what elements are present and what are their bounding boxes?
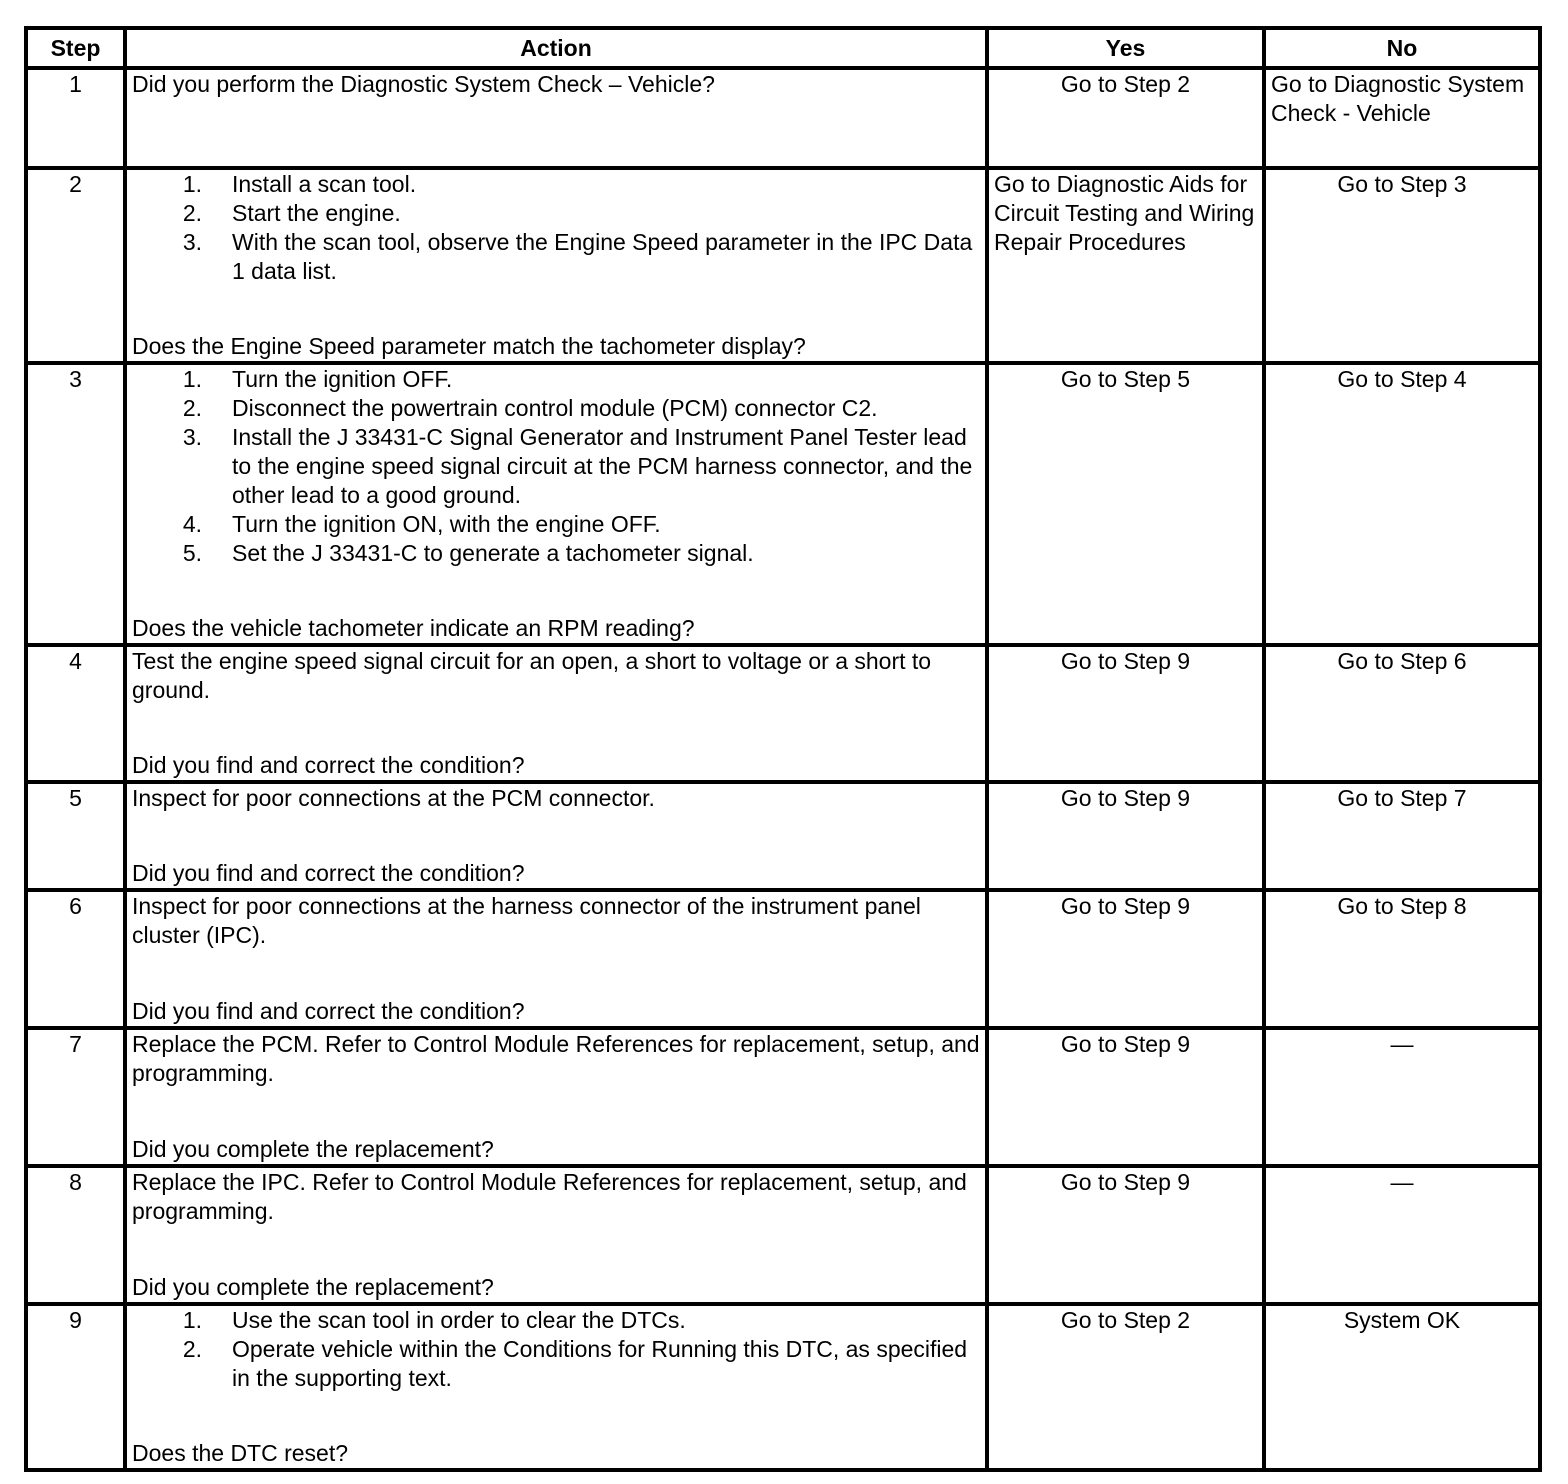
action-step-item: 2. Start the engine. xyxy=(182,200,401,226)
step-number: 7 xyxy=(26,1028,125,1166)
yes-cell: Go to Diagnostic Aids for Circuit Testing and Wiring Repair Procedures xyxy=(987,168,1264,363)
action-steps xyxy=(132,1306,980,1393)
action-cell xyxy=(125,363,987,645)
yes-cell: Go to Step 2 xyxy=(987,68,1264,168)
table-row xyxy=(26,1304,1540,1470)
action-step-item: 2. Disconnect the powertrain control module (PCM) connector C2. xyxy=(182,395,878,421)
action-cell xyxy=(125,1028,987,1166)
action-cell xyxy=(125,1166,987,1304)
header-yes: Yes xyxy=(987,28,1264,68)
no-cell: — xyxy=(1264,1166,1540,1304)
action-step-item: 4. Turn the ignition ON, with the engine OFF. xyxy=(182,511,661,537)
table-row xyxy=(26,1028,1540,1166)
action-question: Did you find and correct the condition? xyxy=(132,998,525,1024)
action-question: Does the DTC reset? xyxy=(132,1440,349,1466)
yes-cell: Go to Step 9 xyxy=(987,782,1264,890)
no-cell: Go to Step 3 xyxy=(1264,168,1540,363)
yes-cell: Go to Step 9 xyxy=(987,890,1264,1028)
table-row xyxy=(26,363,1540,645)
table-row xyxy=(26,890,1540,1028)
step-number: 1 xyxy=(26,68,125,168)
action-instruction: Replace the IPC. Refer to Control Module References for replacement, setup, and programming. xyxy=(132,1169,967,1224)
action-steps xyxy=(132,170,980,286)
diagnostic-table xyxy=(24,26,1542,1472)
table-row xyxy=(26,168,1540,363)
action-question: Did you find and correct the condition? xyxy=(132,752,525,778)
step-number: 2 xyxy=(26,168,125,363)
yes-cell: Go to Step 5 xyxy=(987,363,1264,645)
action-cell xyxy=(125,645,987,782)
no-cell: Go to Step 8 xyxy=(1264,890,1540,1028)
action-cell xyxy=(125,782,987,890)
action-instruction: Inspect for poor connections at the PCM connector. xyxy=(132,785,655,811)
step-number: 6 xyxy=(26,890,125,1028)
action-question: Does the Engine Speed parameter match the tachometer display? xyxy=(132,333,806,359)
step-number: 9 xyxy=(26,1304,125,1470)
table-row xyxy=(26,782,1540,890)
header-row xyxy=(26,28,1540,68)
table-row xyxy=(26,645,1540,782)
action-instruction: Replace the PCM. Refer to Control Module References for replacement, setup, and programming. xyxy=(132,1031,980,1086)
action-question: Did you complete the replacement? xyxy=(132,1274,494,1300)
table-row xyxy=(26,68,1540,168)
step-number: 8 xyxy=(26,1166,125,1304)
action-question: Did you find and correct the condition? xyxy=(132,860,525,886)
step-number: 4 xyxy=(26,645,125,782)
step-number: 5 xyxy=(26,782,125,890)
header-step: Step xyxy=(26,28,125,68)
table-row xyxy=(26,1166,1540,1304)
no-cell: System OK xyxy=(1264,1304,1540,1470)
action-step-item: 5. Set the J 33431-C to generate a tachometer signal. xyxy=(182,540,754,566)
action-step-item: 1. Install a scan tool. xyxy=(182,171,417,197)
no-cell: — xyxy=(1264,1028,1540,1166)
no-cell: Go to Step 4 xyxy=(1264,363,1540,645)
action-step-item: 3. Install the J 33431-C Signal Generator and Instrument Panel Tester lead to the engine speed signal circuit at the PCM harness connector, and the other lead to a good ground. xyxy=(182,424,973,508)
action-cell xyxy=(125,1304,987,1470)
no-cell: Go to Step 7 xyxy=(1264,782,1540,890)
no-cell: Go to Diagnostic System Check - Vehicle xyxy=(1264,68,1540,168)
action-steps xyxy=(132,365,980,568)
header-action: Action xyxy=(125,28,987,68)
action-instruction: Inspect for poor connections at the harness connector of the instrument panel cluster (IPC). xyxy=(132,893,921,948)
yes-cell: Go to Step 2 xyxy=(987,1304,1264,1470)
action-step-item: 3. With the scan tool, observe the Engine Speed parameter in the IPC Data 1 data list. xyxy=(182,229,973,284)
yes-cell: Go to Step 9 xyxy=(987,645,1264,782)
yes-cell: Go to Step 9 xyxy=(987,1028,1264,1166)
action-question: Did you perform the Diagnostic System Check – Vehicle? xyxy=(132,71,715,97)
header-no: No xyxy=(1264,28,1540,68)
action-step-item: 1. Turn the ignition OFF. xyxy=(182,366,453,392)
step-number: 3 xyxy=(26,363,125,645)
action-cell xyxy=(125,890,987,1028)
action-cell xyxy=(125,168,987,363)
action-question: Does the vehicle tachometer indicate an RPM reading? xyxy=(132,615,695,641)
yes-cell: Go to Step 9 xyxy=(987,1166,1264,1304)
action-cell xyxy=(125,68,987,168)
no-cell: Go to Step 6 xyxy=(1264,645,1540,782)
action-step-item: 1. Use the scan tool in order to clear the DTCs. xyxy=(182,1307,686,1333)
action-question: Did you complete the replacement? xyxy=(132,1136,494,1162)
action-instruction: Test the engine speed signal circuit for an open, a short to voltage or a short to ground. xyxy=(132,648,932,703)
action-step-item: 2. Operate vehicle within the Conditions for Running this DTC, as specified in the supporting text. xyxy=(182,1336,968,1391)
